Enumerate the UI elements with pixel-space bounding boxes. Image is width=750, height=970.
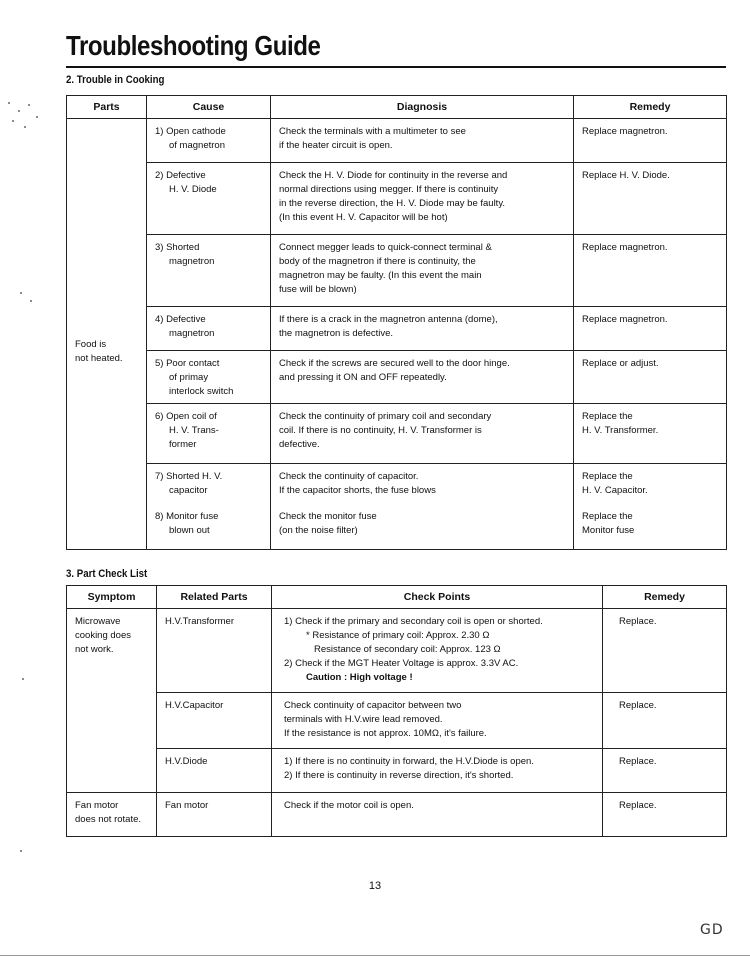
check-point-text: * Resistance of primary coil: Approx. 2.30 Ω xyxy=(306,630,490,641)
diagnosis-text: if the heater circuit is open. xyxy=(279,140,393,151)
table-row xyxy=(67,609,727,693)
cause-cell xyxy=(147,235,271,307)
part-label: not heated. xyxy=(75,353,123,364)
scan-speck xyxy=(36,116,38,118)
diagnosis-text: and pressing it ON and OFF repeatedly. xyxy=(279,372,447,383)
symptom-text: Fan motor xyxy=(75,800,119,811)
check-point-text: 1) Check if the primary and secondary coil is open or shorted. xyxy=(284,616,543,627)
scan-speck xyxy=(28,104,30,106)
check-points-cell xyxy=(272,693,603,749)
table-row xyxy=(67,508,727,550)
cause-cell xyxy=(147,119,271,163)
cause-text: 1) Open cathode xyxy=(155,126,226,137)
remedy-cell xyxy=(603,693,727,749)
remedy-text: Replace H. V. Diode. xyxy=(582,170,670,181)
page-number: 13 xyxy=(368,880,382,892)
cause-cell xyxy=(147,163,271,235)
cause-text: 4) Defective xyxy=(155,314,206,325)
symptom-text: not work. xyxy=(75,644,114,655)
title-underline xyxy=(66,66,726,68)
corner-mark: GD xyxy=(700,922,724,938)
column-header-check-points: Check Points xyxy=(272,586,603,609)
check-point-text: terminals with H.V.wire lead removed. xyxy=(284,714,443,725)
check-point-text: If the resistance is not approx. 10MΩ, it's failure. xyxy=(284,728,487,739)
related-part-text: H.V.Transformer xyxy=(165,616,234,627)
remedy-text: H. V. Capacitor. xyxy=(582,485,648,496)
remedy-cell xyxy=(574,464,727,508)
cause-text: 8) Monitor fuse xyxy=(155,510,219,522)
cause-text: 3) Shorted xyxy=(155,242,200,253)
column-header-remedy: Remedy xyxy=(603,586,727,609)
diagnosis-text: magnetron may be faulty. (In this event the main xyxy=(279,270,482,281)
remedy-cell xyxy=(574,163,727,235)
remedy-text: Replace. xyxy=(619,756,657,767)
diagnosis-cell xyxy=(271,404,574,464)
diagnosis-text: Check the H. V. Diode for continuity in the reverse and xyxy=(279,170,508,181)
remedy-cell xyxy=(574,508,727,550)
check-point-text: Check continuity of capacitor between two xyxy=(284,700,462,711)
section-heading-trouble-in-cooking: 2. Trouble in Cooking xyxy=(66,74,165,86)
cause-cell xyxy=(147,404,271,464)
diagnosis-text: in the reverse direction, the H. V. Diode may be faulty. xyxy=(279,198,506,209)
remedy-text: H. V. Transformer. xyxy=(582,425,659,436)
diagnosis-cell xyxy=(271,163,574,235)
remedy-text: Replace magnetron. xyxy=(582,126,668,137)
page-title: Troubleshooting Guide xyxy=(66,30,321,61)
column-header-cause: Cause xyxy=(147,96,271,119)
remedy-cell xyxy=(574,119,727,163)
diagnosis-cell xyxy=(271,119,574,163)
diagnosis-cell xyxy=(271,464,574,508)
remedy-text: Replace magnetron. xyxy=(582,314,668,325)
related-part-cell xyxy=(157,693,272,749)
check-point-text: 2) If there is continuity in reverse direction, it's shorted. xyxy=(284,770,514,781)
diagnosis-cell xyxy=(271,235,574,307)
cause-text: 6) Open coil of xyxy=(155,411,217,422)
table-row xyxy=(67,351,727,404)
diagnosis-text: If the capacitor shorts, the fuse blows xyxy=(279,485,436,496)
related-part-text: Fan motor xyxy=(165,800,209,811)
related-part-cell xyxy=(157,793,272,837)
check-point-text: 2) Check if the MGT Heater Voltage is approx. 3.3V AC. xyxy=(284,658,519,669)
cause-text: of magnetron xyxy=(169,140,225,151)
section-heading-part-check-list: 3. Part Check List xyxy=(66,568,148,580)
scan-speck xyxy=(12,120,14,122)
scan-speck xyxy=(8,102,10,104)
remedy-text: Monitor fuse xyxy=(582,524,635,536)
diagnosis-text: the magnetron is defective. xyxy=(279,328,394,339)
cause-cell xyxy=(147,464,271,508)
cause-text: blown out xyxy=(169,524,210,536)
diagnosis-text: coil. If there is no continuity, H. V. Transformer is xyxy=(279,425,482,436)
part-check-list-table xyxy=(66,585,727,837)
table-row xyxy=(67,793,727,837)
symptom-text: cooking does xyxy=(75,630,131,641)
table-header-row xyxy=(67,586,727,609)
diagnosis-text: (on the noise filter) xyxy=(279,524,358,536)
table-row xyxy=(67,693,727,749)
remedy-cell xyxy=(574,351,727,404)
column-header-parts: Parts xyxy=(67,96,147,119)
cause-text: H. V. Diode xyxy=(169,184,217,195)
cause-cell xyxy=(147,508,271,550)
diagnosis-cell xyxy=(271,351,574,404)
column-header-remedy: Remedy xyxy=(574,96,727,119)
scan-speck xyxy=(20,850,22,852)
trouble-in-cooking-table xyxy=(66,95,727,550)
remedy-cell xyxy=(603,609,727,693)
diagnosis-text: (In this event H. V. Capacitor will be hot) xyxy=(279,212,448,223)
table-header-row xyxy=(67,96,727,119)
table-row xyxy=(67,163,727,235)
remedy-cell xyxy=(574,307,727,351)
bottom-rule xyxy=(0,955,750,956)
diagnosis-text: body of the magnetron if there is continuity, the xyxy=(279,256,476,267)
related-part-cell xyxy=(157,749,272,793)
check-points-cell xyxy=(272,609,603,693)
cause-text: of primay xyxy=(169,372,209,383)
related-part-text: H.V.Diode xyxy=(165,756,208,767)
remedy-text: Replace or adjust. xyxy=(582,358,659,369)
scan-speck xyxy=(22,678,24,680)
scan-speck xyxy=(30,300,32,302)
cause-text: 5) Poor contact xyxy=(155,358,220,369)
check-point-text: Check if the motor coil is open. xyxy=(284,800,414,811)
diagnosis-text: Check if the screws are secured well to the door hinge. xyxy=(279,358,510,369)
column-header-symptom: Symptom xyxy=(67,586,157,609)
part-label: Food is xyxy=(75,339,107,350)
cause-text: H. V. Trans- xyxy=(169,425,219,436)
diagnosis-text: Check the continuity of capacitor. xyxy=(279,471,419,482)
remedy-text: Replace the xyxy=(582,411,633,422)
column-header-diagnosis: Diagnosis xyxy=(271,96,574,119)
related-part-text: H.V.Capacitor xyxy=(165,700,224,711)
diagnosis-cell xyxy=(271,307,574,351)
table-row xyxy=(67,404,727,464)
check-point-text: 1) If there is no continuity in forward, the H.V.Diode is open. xyxy=(284,756,534,767)
cause-text: 2) Defective xyxy=(155,170,206,181)
cause-cell xyxy=(147,307,271,351)
symptom-cell xyxy=(67,609,157,793)
remedy-cell xyxy=(603,793,727,837)
column-header-related-parts: Related Parts xyxy=(157,586,272,609)
diagnosis-text: defective. xyxy=(279,439,320,450)
diagnosis-text: normal directions using megger. If there is continuity xyxy=(279,184,499,195)
table-row xyxy=(67,464,727,508)
scan-speck xyxy=(24,126,26,128)
symptom-text: Microwave xyxy=(75,616,121,627)
remedy-cell xyxy=(603,749,727,793)
remedy-cell xyxy=(574,404,727,464)
remedy-cell xyxy=(574,235,727,307)
related-part-cell xyxy=(157,609,272,693)
scan-speck xyxy=(20,292,22,294)
remedy-text: Replace. xyxy=(619,700,657,711)
cause-text: magnetron xyxy=(169,328,215,339)
diagnosis-text: Check the terminals with a multimeter to see xyxy=(279,126,466,137)
cause-text: interlock switch xyxy=(169,386,234,397)
symptom-text: does not rotate. xyxy=(75,814,142,825)
remedy-text: Replace the xyxy=(582,510,633,522)
cause-cell xyxy=(147,351,271,404)
cause-text: 7) Shorted H. V. xyxy=(155,471,223,482)
check-points-cell xyxy=(272,793,603,837)
remedy-text: Replace magnetron. xyxy=(582,242,668,253)
table-row xyxy=(67,235,727,307)
diagnosis-cell xyxy=(271,508,574,550)
check-points-cell xyxy=(272,749,603,793)
cause-text: capacitor xyxy=(169,485,208,496)
scan-speck xyxy=(18,110,20,112)
remedy-text: Replace. xyxy=(619,616,657,627)
cause-text: former xyxy=(169,439,197,450)
caution-text: Caution : High voltage ! xyxy=(306,672,413,683)
diagnosis-text: If there is a crack in the magnetron antenna (dome), xyxy=(279,314,498,325)
diagnosis-text: Check the monitor fuse xyxy=(279,510,377,522)
parts-cell xyxy=(67,119,147,550)
remedy-text: Replace the xyxy=(582,471,633,482)
table-row xyxy=(67,307,727,351)
diagnosis-text: Connect megger leads to quick-connect terminal & xyxy=(279,242,492,253)
diagnosis-text: Check the continuity of primary coil and secondary xyxy=(279,411,492,422)
cause-text: magnetron xyxy=(169,256,215,267)
diagnosis-text: fuse will be blown) xyxy=(279,284,357,295)
remedy-text: Replace. xyxy=(619,800,657,811)
table-row xyxy=(67,119,727,163)
table-row xyxy=(67,749,727,793)
check-point-text: Resistance of secondary coil: Approx. 123 Ω xyxy=(314,644,501,655)
symptom-cell xyxy=(67,793,157,837)
